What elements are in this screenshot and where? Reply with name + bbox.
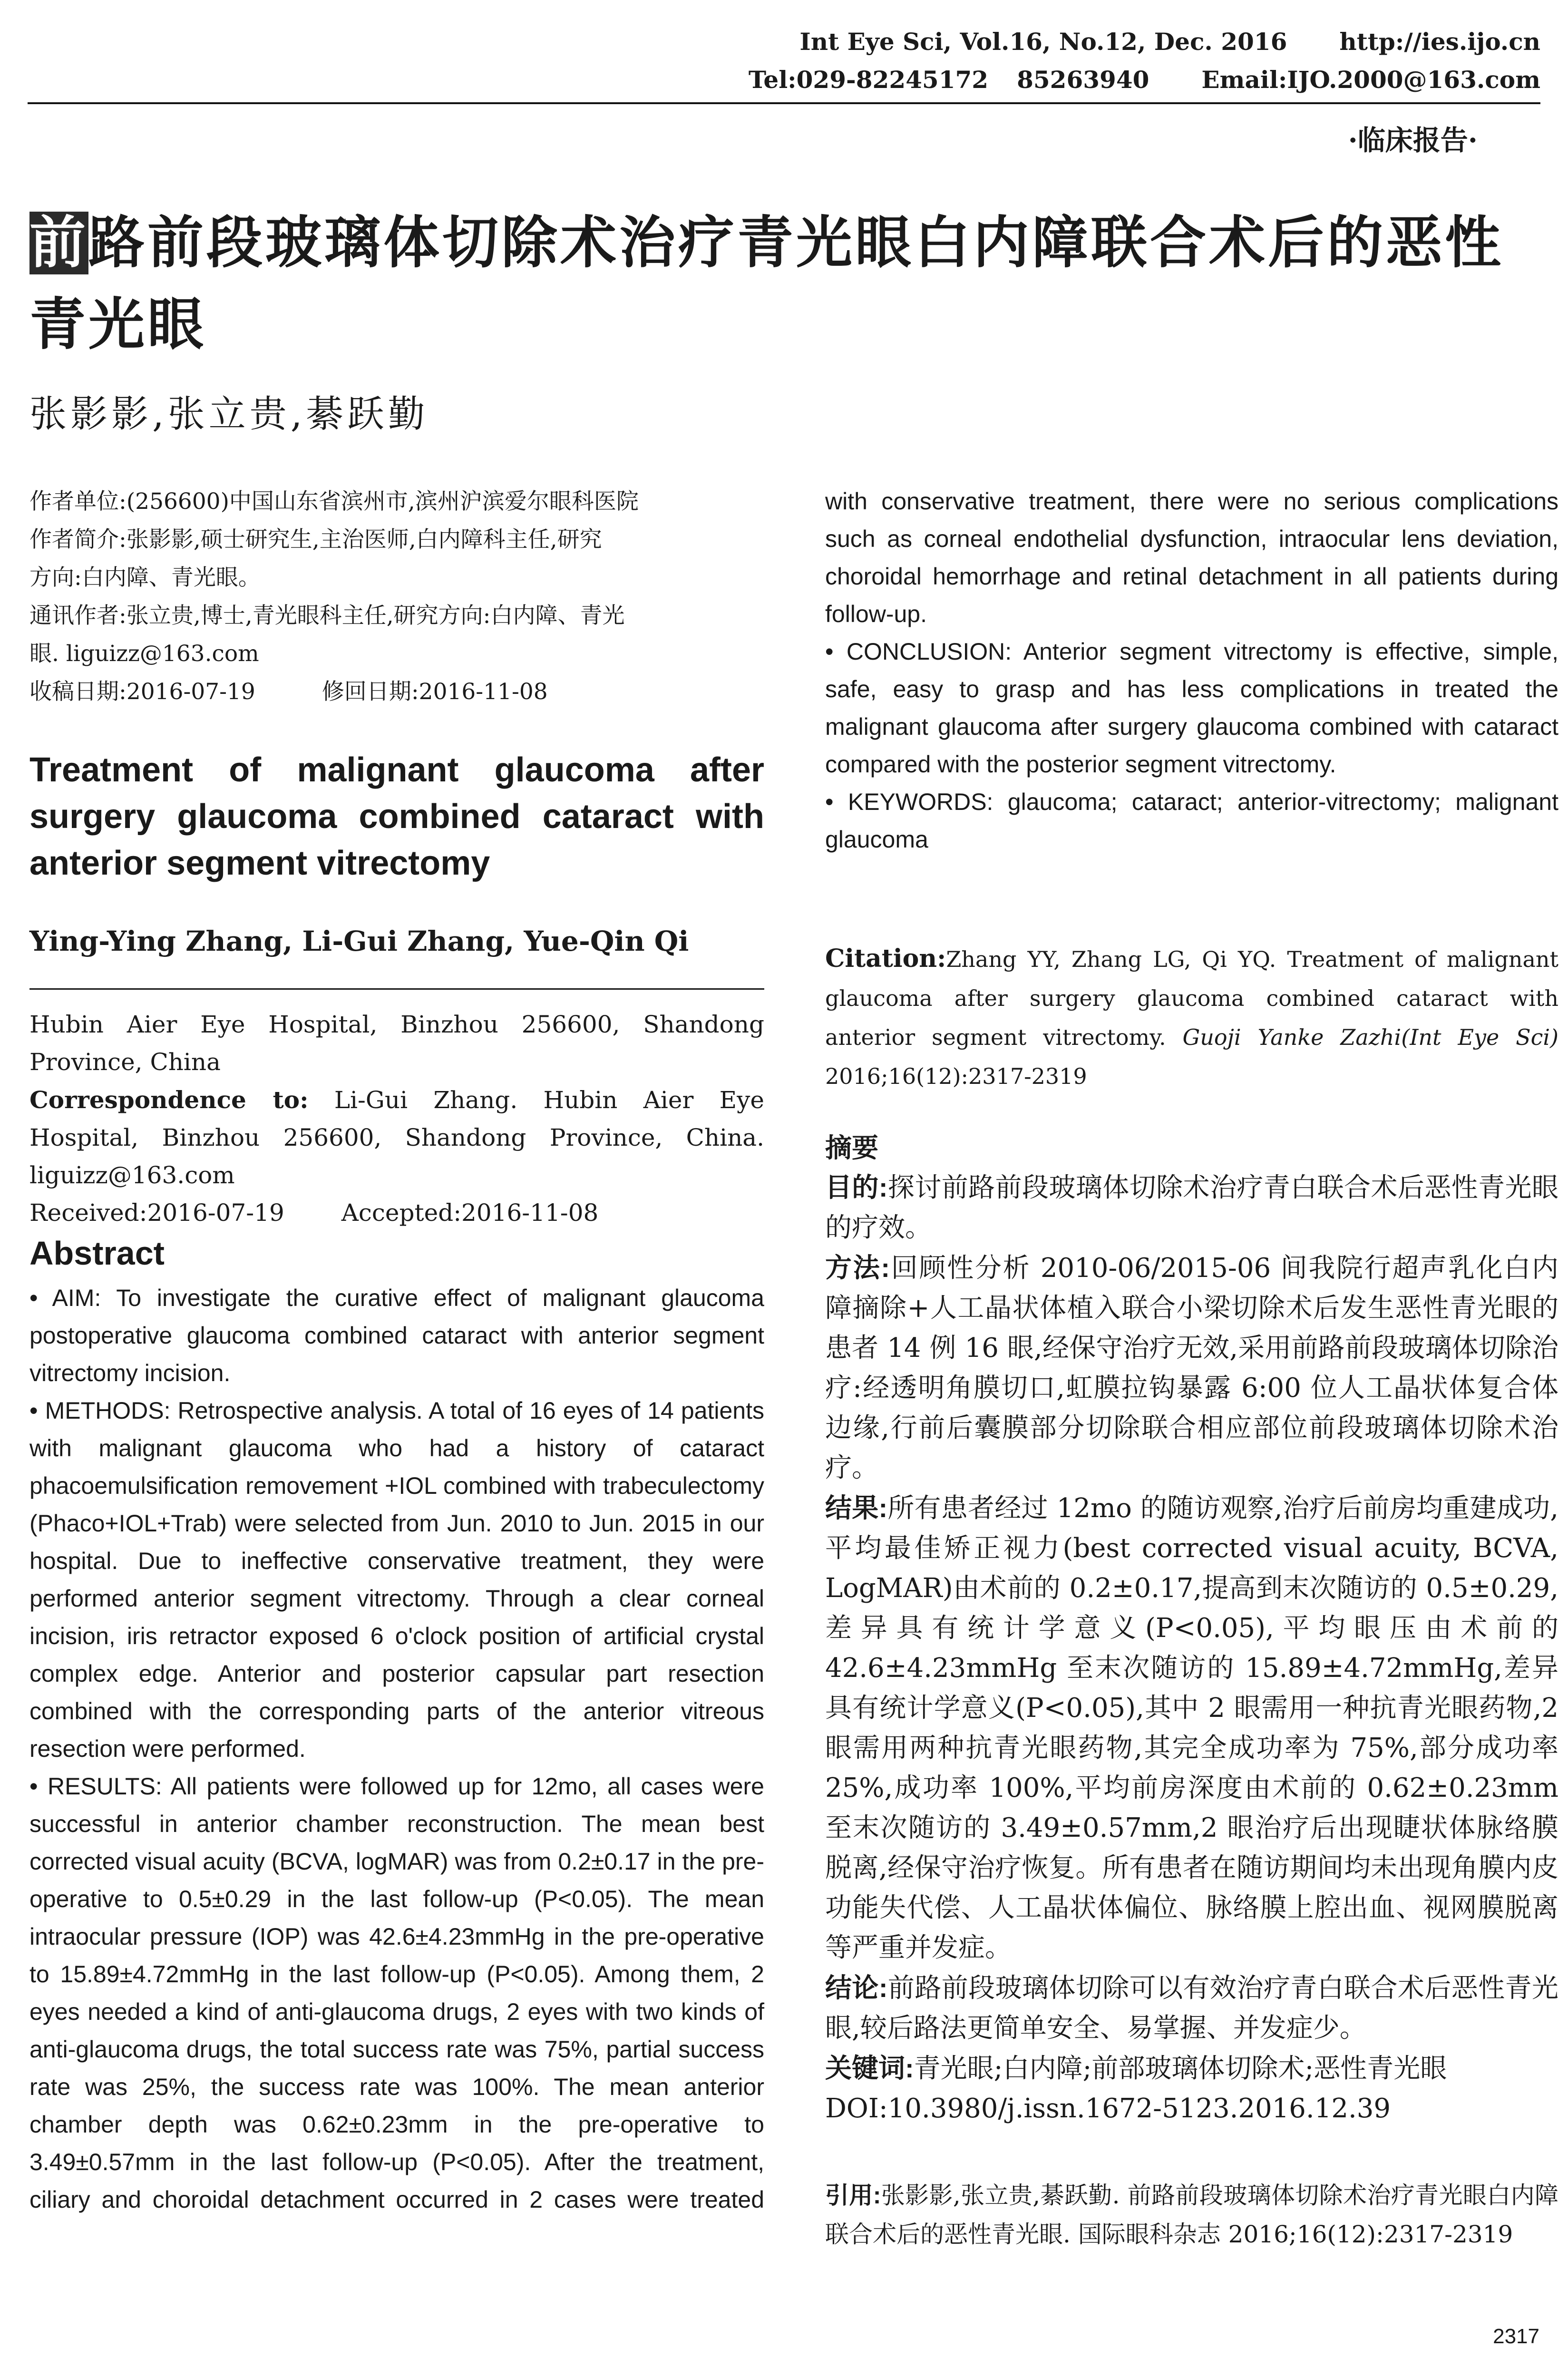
authors-rule — [29, 988, 764, 990]
author-unit: 作者单位:(256600)中国山东省滨州市,滨州沪滨爱尔眼科医院 — [29, 488, 639, 515]
cn-methods: 回顾性分析 2010-06/2015-06 间我院行超声乳化白内障摘除+人工晶状体植入联合小梁切除术后发生恶性青光眼的患者 14 例 16 眼,经保守治疗无效,采用前路前段玻璃体切除治疗:经透明角膜切口,虹膜拉钩暴露 6:00 位人工晶状体复合体边缘,行前后囊膜部分切除联合相应部位前段玻璃体切除术治疗。 — [825, 1253, 1559, 1483]
correspondence-label: Correspondence to: — [29, 1086, 309, 1114]
abstract-methods: • METHODS: Retrospective analysis. A total of 16 eyes of 14 patients with malignant glaucoma who had a history of cataract phacoemulsification removement +IOL combined with trabeculectomy (Phaco+IOL+Trab) were selected from Jun. 2010 to Jun. 2015 in our hospital. Due to ineffective conservative treatment, they were performed anterior segment vitrectomy. Through a clear corneal incision, iris retractor exposed 6 o'clock position of artificial crystal complex edge. Anterior and posterior capsular part resection combined with the corresponding parts of the anterior vitreous resection were performed. — [29, 1397, 764, 1762]
section-tag: ·临床报告· — [1348, 124, 1478, 156]
journal-email[interactable]: Email:IJO.2000@163.com — [1201, 66, 1540, 94]
journal-url[interactable]: http://ies.ijo.cn — [1339, 28, 1540, 56]
abstract-conclusion: • CONCLUSION: Anterior segment vitrectomy is effective, simple, safe, easy to grasp and has less complications in treated the malignant glaucoma after surgery glaucoma combined with cataract compared with the posterior segment vitrectomy. — [825, 638, 1558, 778]
page-title — [29, 202, 1547, 366]
received-date-cn: 收稿日期:2016-07-19 — [29, 679, 255, 705]
correspondence-text: Li-Gui Zhang. Hubin Aier Eye Hospital, Binzhou 256600, Shandong Province, China. liguizz@163.com — [29, 1086, 764, 1189]
journal-tel: Tel:029-82245172 — [748, 66, 989, 94]
abstract-heading: Abstract — [29, 1235, 165, 1272]
affiliation-en — [29, 1006, 764, 1232]
citation-details: 2016;16(12):2317-2319 — [825, 1063, 1087, 1089]
journal-volume: Vol.16 — [960, 28, 1042, 56]
journal-name: Int Eye Sci — [799, 28, 944, 56]
cn-keywords-label: 关键词: — [825, 2053, 914, 2083]
citation-journal: Guoji Yanke Zazhi(Int Eye Sci) — [1182, 1024, 1559, 1050]
authors-cn: 张影影,张立贵,綦跃勤 — [29, 393, 429, 436]
authors-en: Ying-Ying Zhang, Li-Gui Zhang, Yue-Qin Qi — [29, 925, 689, 957]
citation-en — [825, 939, 1558, 1096]
cn-results-label: 结果: — [825, 1493, 888, 1523]
cn-aim: 探讨前路前段玻璃体切除术治疗青白联合术后恶性青光眼的疗效。 — [825, 1172, 1559, 1243]
cn-conclusion: 前路前段玻璃体切除可以有效治疗青白联合术后恶性青光眼,较后路法更简单安全、易掌握、并发症少。 — [825, 1973, 1559, 2044]
cn-methods-label: 方法: — [825, 1253, 890, 1283]
corresponding-author-2: 眼. liguizz@163.com — [29, 641, 259, 667]
accepted-en: Accepted:2016-11-08 — [341, 1199, 599, 1227]
journal-header-line1: Int Eye Sci, Vol.16, No.12, Dec. 2016 http://ies.ijo.cn — [799, 28, 1540, 56]
citation-label: Citation: — [825, 944, 946, 973]
abstract-aim: • AIM: To investigate the curative effect of malignant glaucoma postoperative glaucoma combined cataract with anterior segment vitrectomy incision. — [29, 1285, 764, 1386]
title-en: Treatment of malignant glaucoma after surgery glaucoma combined cataract with anterior segment vitrectomy — [29, 751, 764, 882]
header-rule — [28, 102, 1540, 104]
journal-date: Dec. 2016 — [1154, 28, 1287, 56]
hospital-en: Hubin Aier Eye Hospital, Binzhou 256600, Shandong Province, China — [29, 1011, 764, 1076]
corresponding-author-1: 通讯作者:张立贵,博士,青光眼科主任,研究方向:白内障、青光 — [29, 603, 625, 629]
cn-aim-label: 目的: — [825, 1172, 888, 1202]
citation-cn — [825, 2176, 1558, 2254]
author-info-cn — [29, 483, 764, 711]
journal-tel2: 85263940 — [1017, 66, 1149, 94]
revised-date-cn: 修回日期:2016-11-08 — [321, 679, 548, 705]
abstract-right — [825, 483, 1558, 858]
dates-cn — [29, 673, 764, 711]
citation-text: Zhang YY, Zhang LG, Qi YQ. Treatment of malignant glaucoma after surgery glaucoma combined cataract with anterior segment vitrectomy. — [825, 946, 1558, 1050]
abstract-results-cont: with conservative treatment, there were no serious complications such as corneal endothelial dysfunction, intraocular lens deviation, choroidal hemorrhage and retinal detachment in all patients during follow-up. — [825, 488, 1558, 627]
citation-cn-label: 引用: — [825, 2182, 881, 2209]
cn-results: 所有患者经过 12mo 的随访观察,治疗后前房均重建成功,平均最佳矫正视力(best corrected visual acuity, BCVA, LogMAR)由术前的 0.2±0.17,提高到末次随访的 0.5±0.29,差异具有统计学意义(P<0.05),平均眼压由术前的 42.6±4.23mmHg 至末次随访的 15.89±4.72mmHg,差异具有统计学意义(P<0.05),其中 2 眼需用一种抗青光眼药物,2 眼需用两种抗青光眼药物,其完全成功率为 75%,部分成功率 25%,成功率 100%,平均前房深度由术前的 0.62±0.23mm 至末次随访的 3.49±0.57mm,2 眼治疗后出现睫状体脉络膜脱离,经保守治疗恢复。所有患者在随访期间均未出现角膜内皮功能失代偿、人工晶状体偏位、脉络膜上腔出血、视网膜脱离等严重并发症。 — [825, 1493, 1559, 1963]
title-first-char: 前 — [29, 212, 89, 274]
received-en: Received:2016-07-19 — [29, 1199, 284, 1227]
cn-keywords: 青光眼;白内障;前部玻璃体切除术;恶性青光眼 — [914, 2053, 1447, 2084]
title-rest: 路前段玻璃体切除术治疗青光眼白内障联合术后的恶性青光眼 — [29, 212, 1504, 356]
cn-abstract-heading: 摘要 — [825, 1133, 878, 1163]
page-number: 2317 — [1493, 2325, 1539, 2348]
abstract-left — [29, 1279, 764, 2219]
author-intro-2: 方向:白内障、青光眼。 — [29, 565, 261, 591]
abstract-results: • RESULTS: All patients were followed up for 12mo, all cases were successful in anterior chamber reconstruction. The mean best corrected visual acuity (BCVA, logMAR) was from 0.2±0.17 in the pre-operative to 0.5±0.29 in the last follow-up (P<0.05). The mean intraocular pressure (IOP) was 42.6±4.23mmHg in the pre-operative to 15.89±4.72mmHg in the last follow-up (P<0.05). Among them, 2 eyes needed a kind of anti-glaucoma drugs, 2 eyes with two kinds of anti-glaucoma drugs, the total success rate was 75%, partial success rate was 25%, the success rate was 100%. The mean anterior chamber depth was 0.62±0.23mm in the pre-operative to 3.49±0.57mm in the last follow-up (P<0.05). After the treatment, ciliary and choroidal detachment occurred in 2 cases were treated — [29, 1773, 764, 2213]
journal-issue: No.12 — [1059, 28, 1138, 56]
abstract-keywords: • KEYWORDS: glaucoma; cataract; anterior-vitrectomy; malignant glaucoma — [825, 789, 1558, 853]
cn-abstract — [825, 1168, 1558, 2129]
cn-conclusion-label: 结论: — [825, 1973, 888, 2003]
author-intro-1: 作者简介:张影影,硕士研究生,主治医师,白内障科主任,研究 — [29, 526, 602, 553]
citation-cn-text: 张影影,张立贵,綦跃勤. 前路前段玻璃体切除术治疗青光眼白内障联合术后的恶性青光眼. 国际眼科杂志 2016;16(12):2317-2319 — [825, 2182, 1558, 2248]
journal-header-line2 — [749, 66, 1540, 94]
cn-doi: DOI:10.3980/j.issn.1672-5123.2016.12.39 — [825, 2093, 1391, 2124]
